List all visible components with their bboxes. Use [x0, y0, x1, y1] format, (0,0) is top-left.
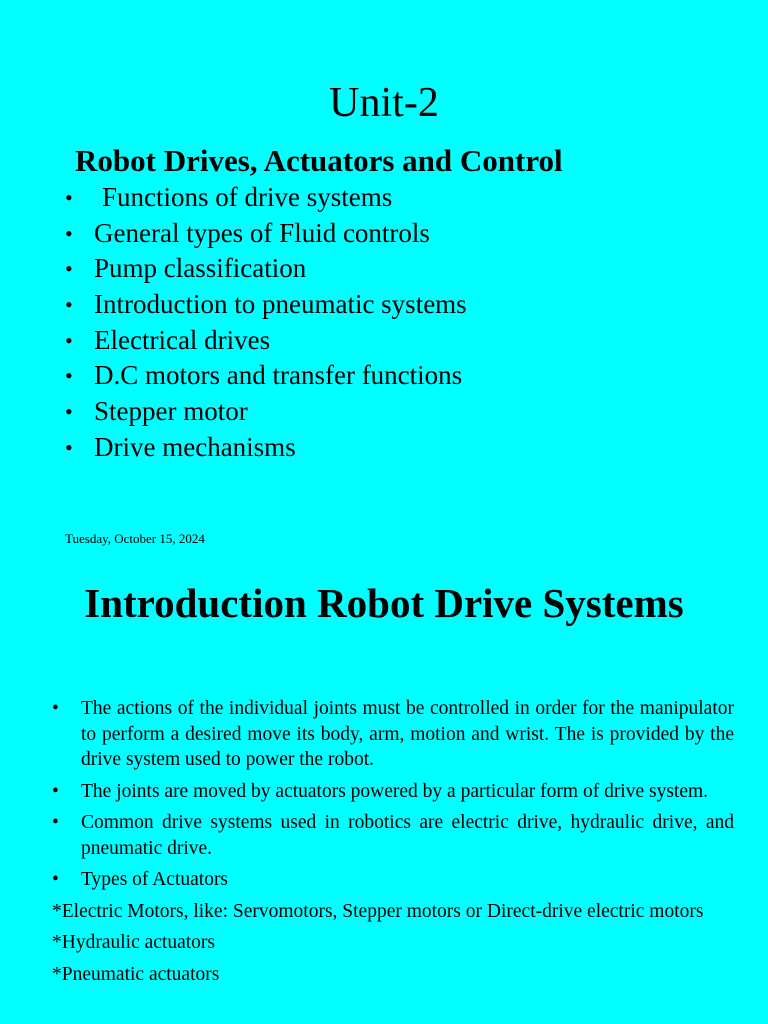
bullet-icon: • [52, 698, 59, 719]
bullet-icon: • [65, 292, 73, 318]
list-item: • Functions of drive systems [60, 180, 467, 216]
list-item: • The actions of the individual joints must be controlled in order for the manipulator to perform a desired move its body, arm, motion and wrist. The is provided by the drive system used to power the robot. [52, 698, 734, 770]
bullet-icon: • [65, 363, 73, 389]
bullet-icon: • [65, 220, 73, 246]
list-item: • Introduction to pneumatic systems [60, 287, 467, 323]
slide-subtitle: Robot Drives, Actuators and Control [75, 143, 563, 178]
topic-list [60, 180, 467, 466]
list-item: • D.C motors and transfer functions [60, 358, 467, 394]
list-item: • General types of Fluid controls [60, 216, 467, 252]
bullet-icon: • [65, 399, 73, 425]
content-list [52, 696, 734, 993]
list-item: • Pump classification [60, 251, 467, 287]
list-item: • Electrical drives [60, 323, 467, 359]
actuator-item: *Electric Motors, like: Servomotors, Stepper motors or Direct-drive electric motors [52, 900, 704, 922]
slide-title: Unit-2 [329, 80, 439, 126]
bullet-icon: • [52, 780, 59, 802]
slide-date: Tuesday, October 15, 2024 [65, 531, 205, 546]
list-item: • Types of Actuators [52, 867, 734, 893]
bullet-icon: • [65, 327, 73, 353]
actuator-item: *Hydraulic actuators [52, 932, 215, 953]
slide-title: Introduction Robot Drive Systems [84, 580, 684, 626]
bullet-icon: • [65, 434, 73, 460]
list-item: • Stepper motor [60, 394, 467, 430]
list-item: • Common drive systems used in robotics are electric drive, hydraulic drive, and pneumatic drive. [52, 812, 734, 859]
bullet-icon: • [65, 256, 73, 282]
bullet-icon: • [52, 812, 59, 833]
list-item: • The joints are moved by actuators powered by a particular form of drive system. [52, 779, 734, 805]
list-item: • Drive mechanisms [60, 430, 467, 466]
bullet-icon: • [65, 185, 73, 210]
bullet-icon: • [52, 869, 59, 890]
actuator-item: *Pneumatic actuators [52, 963, 220, 985]
